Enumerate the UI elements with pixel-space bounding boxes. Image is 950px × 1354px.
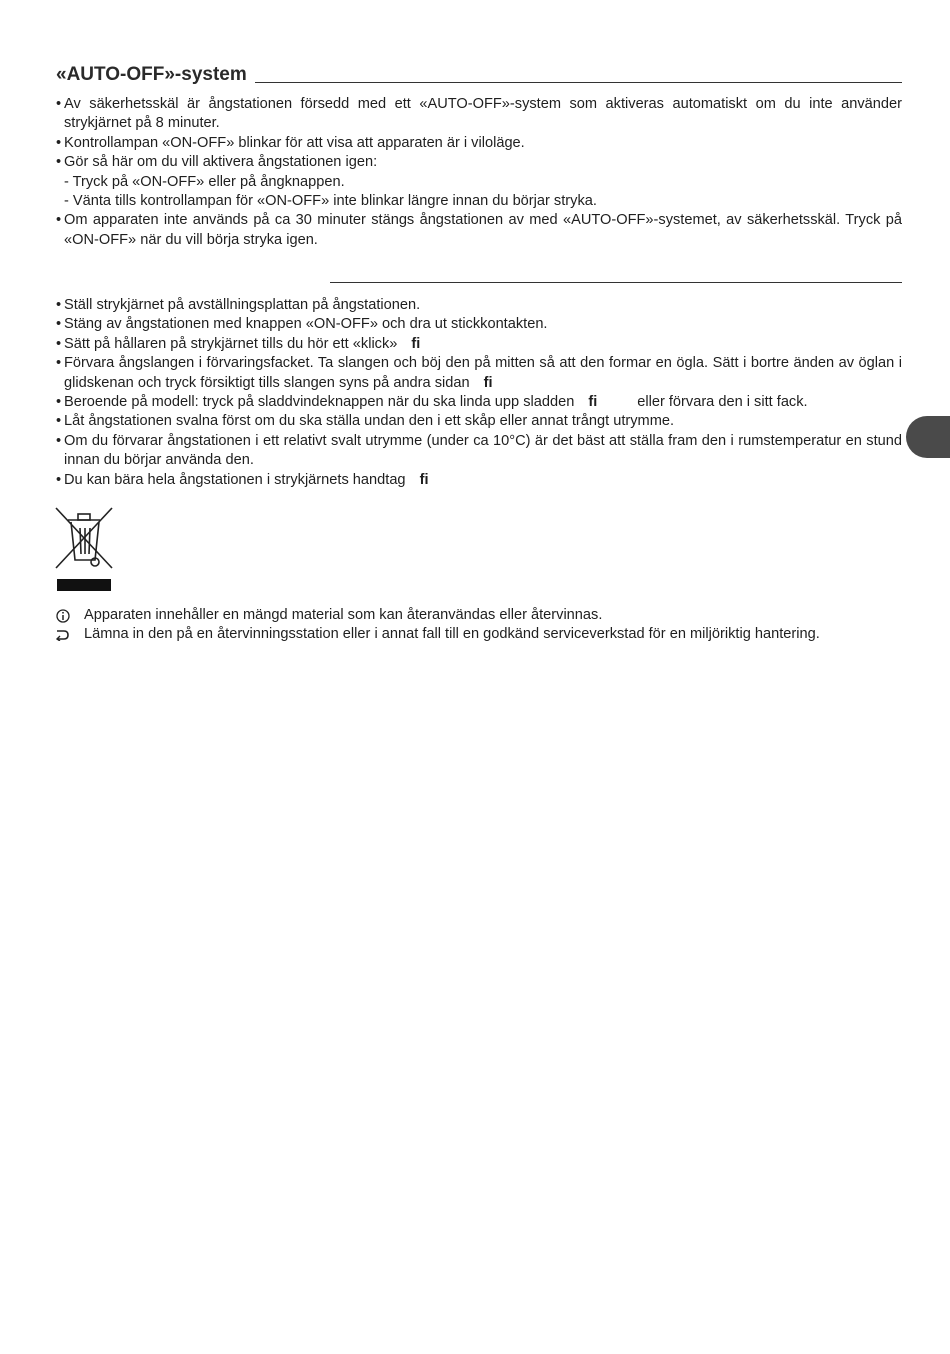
list-item: • Om du förvarar ångstationen i ett relativt svalt utrymme (under ca 10°C) är det bäst att ställa fram den i rumstemperatur en stund innan du börjar använda den. bbox=[56, 432, 902, 471]
list-item bbox=[56, 354, 902, 393]
list-item: - Tryck på «ON-OFF» eller på ångknappen. bbox=[64, 173, 345, 190]
storage-list bbox=[56, 296, 902, 490]
figure-reference: ﬁ bbox=[419, 471, 429, 488]
list-item: • Stäng av ångstationen med knappen «ON-OFF» och dra ut stickkontakten. bbox=[56, 315, 902, 334]
auto-off-title: «AUTO-OFF»-system bbox=[56, 64, 247, 85]
list-item: • Låt ångstationen svalna först om du ska ställa undan den i ett skåp eller annat trångt utrymme. bbox=[56, 412, 902, 431]
list-item bbox=[56, 335, 902, 354]
environment-notes bbox=[56, 606, 902, 645]
list-item: • Om apparaten inte används på ca 30 minuter stängs ångstationen av med «AUTO-OFF»-systemet, av säkerhetsskäl. Tryck på «ON-OFF» när du vill börja stryka igen. bbox=[56, 211, 902, 250]
list-item bbox=[56, 471, 902, 490]
list-item bbox=[56, 393, 902, 412]
figure-reference: ﬁ bbox=[411, 335, 421, 352]
page-side-tab bbox=[906, 416, 950, 458]
info-icon bbox=[56, 606, 84, 625]
list-item-text: Beroende på modell: tryck på sladdvindeknappen när du ska linda upp sladden bbox=[64, 394, 575, 411]
list-item: • Kontrollampan «ON-OFF» blinkar för att visa att apparaten är i viloläge. bbox=[56, 134, 902, 153]
list-item: - Vänta tills kontrollampan för «ON-OFF» inte blinkar längre innan du börjar stryka. bbox=[64, 193, 597, 210]
auto-off-heading bbox=[56, 64, 902, 86]
heading-rule bbox=[255, 82, 902, 83]
list-item: • Ställ strykjärnet på avställningsplattan på ångstationen. bbox=[56, 296, 902, 315]
figure-reference: ﬁ bbox=[483, 374, 493, 391]
list-item: • Av säkerhetsskäl är ångstationen försedd med ett «AUTO-OFF»-system som aktiveras automatiskt om du inte använder strykjärnet på 8 minuter. bbox=[56, 95, 902, 134]
figure-reference: ﬁ bbox=[588, 394, 598, 411]
list-item: • Gör så här om du vill aktivera ångstationen igen: bbox=[56, 153, 902, 172]
list-item-text: eller förvara den i sitt fack. bbox=[637, 394, 808, 411]
note-row bbox=[56, 606, 902, 625]
arrow-right-icon bbox=[56, 625, 84, 644]
list-item-text: Du kan bära hela ångstationen i strykjärnets handtag bbox=[64, 471, 406, 488]
storage-heading-rule bbox=[330, 282, 902, 283]
list-item-text: Sätt på hållaren på strykjärnet tills du hör ett «klick» bbox=[64, 335, 398, 352]
note-text: Apparaten innehåller en mängd material som kan återanvändas eller återvinnas. bbox=[84, 607, 603, 623]
note-row bbox=[56, 625, 902, 644]
crossed-out-bin-icon bbox=[54, 506, 114, 594]
list-item-text: Förvara ångslangen i förvaringsfacket. Ta slangen och böj den på mitten så att den formar en ögla. Sätt i bortre änden av öglan i glidskenan och tryck försiktigt tills slangen syns på andra sidan bbox=[64, 355, 902, 391]
note-text: Lämna in den på en återvinningsstation eller i annat fall till en godkänd serviceverkstad för en miljöriktig hantering. bbox=[84, 626, 820, 643]
auto-off-list bbox=[56, 95, 902, 250]
